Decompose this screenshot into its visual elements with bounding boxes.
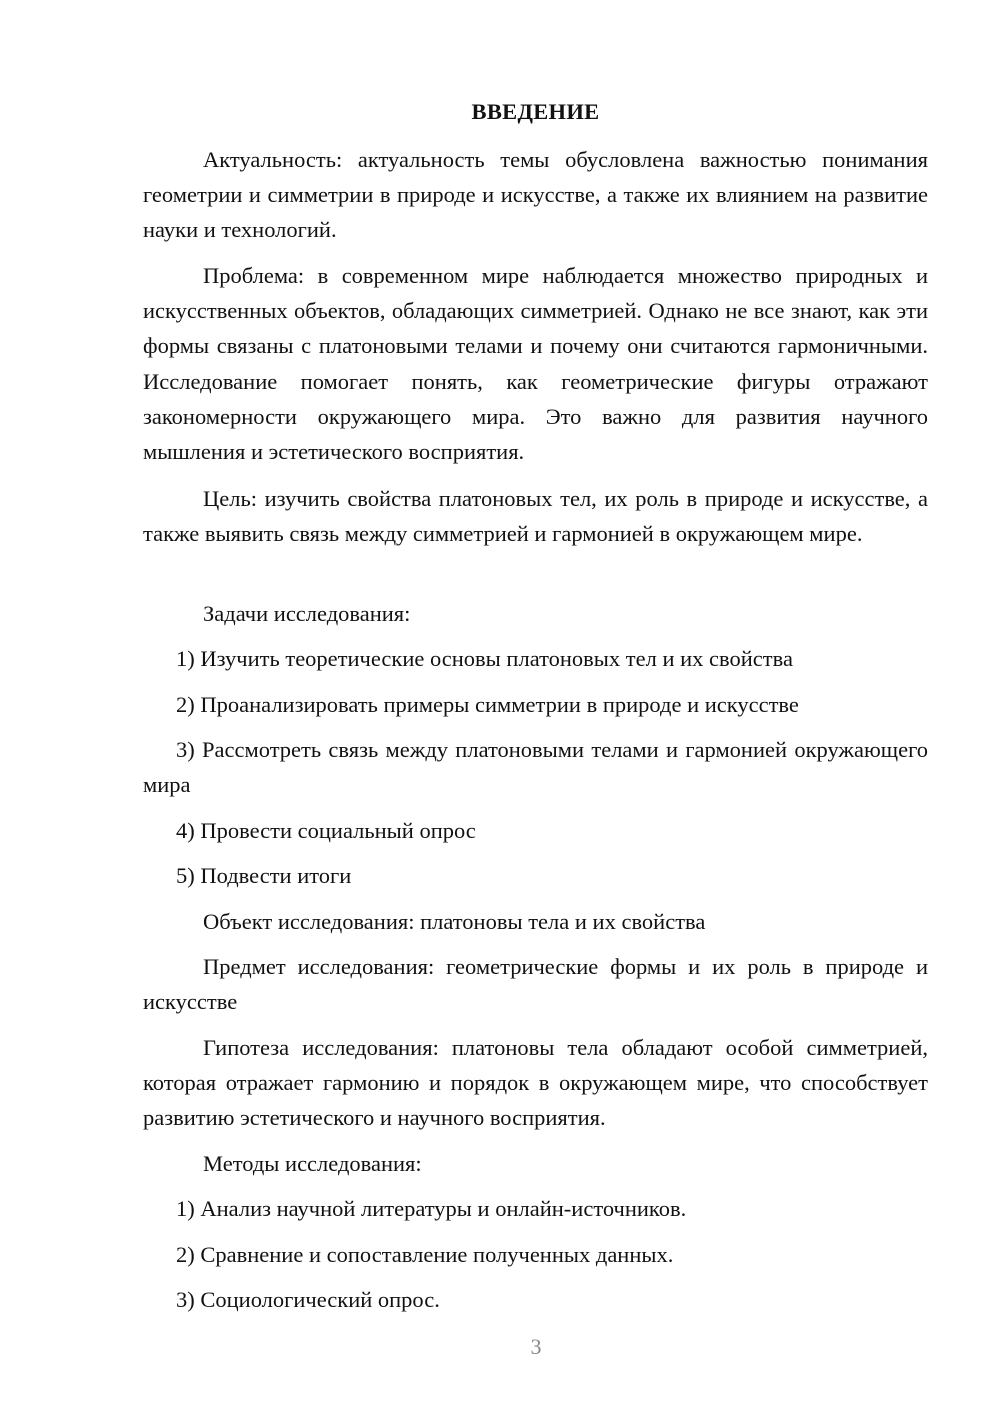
hypothesis-paragraph: Гипотеза исследования: платоновы тела обладают особой симметрией, которая отражает гармонию и порядок в окружающем мире, что способствует развитию эстетического и научного восприятия. (143, 1035, 928, 1131)
object-paragraph: Объект исследования: платоновы тела и их свойства (203, 909, 706, 934)
relevance-paragraph: Актуальность: актуальность темы обусловлена важностью понимания геометрии и симметрии в природе и искусстве, а также их влиянием на развитие науки и технологий. (143, 147, 928, 243)
methods-title: Методы исследования: (203, 1151, 422, 1176)
method-item-2: 2) Сравнение и сопоставление полученных данных. (176, 1242, 674, 1267)
task-item-5: 5) Подвести итоги (176, 863, 352, 888)
method-item-3: 3) Социологический опрос. (176, 1287, 440, 1312)
method-item-1: 1) Анализ научной литературы и онлайн-источников. (176, 1196, 687, 1221)
tasks-title: Задачи исследования: (203, 601, 411, 626)
task-item-2: 2) Проанализировать примеры симметрии в природе и искусстве (176, 692, 799, 717)
task-item-4: 4) Провести социальный опрос (176, 818, 476, 843)
subject-paragraph: Предмет исследования: геометрические формы и их роль в природе и искусстве (143, 954, 928, 1015)
problem-paragraph: Проблема: в современном мире наблюдается множество природных и искусственных объектов, обладающих симметрией. Однако не все знают, как эти формы связаны с платоновыми телами и почему они считаются гармоничными. Исследование помогает понять, как геометрические фигуры отражают закономерности окружающего мира. Это важно для развития научного мышления и эстетического восприятия. (143, 263, 928, 465)
task-item-1: 1) Изучить теоретические основы платоновых тел и их свойства (176, 646, 793, 671)
task-item-3: 3) Рассмотреть связь между платоновыми телами и гармонией окружающего мира (143, 737, 928, 798)
goal-paragraph: Цель: изучить свойства платоновых тел, их роль в природе и искусстве, а также выявить связь между симметрией и гармонией в окружающем мире. (143, 486, 928, 547)
page-number: 3 (530, 1334, 542, 1359)
page-title: ВВЕДЕНИЕ (471, 99, 600, 124)
